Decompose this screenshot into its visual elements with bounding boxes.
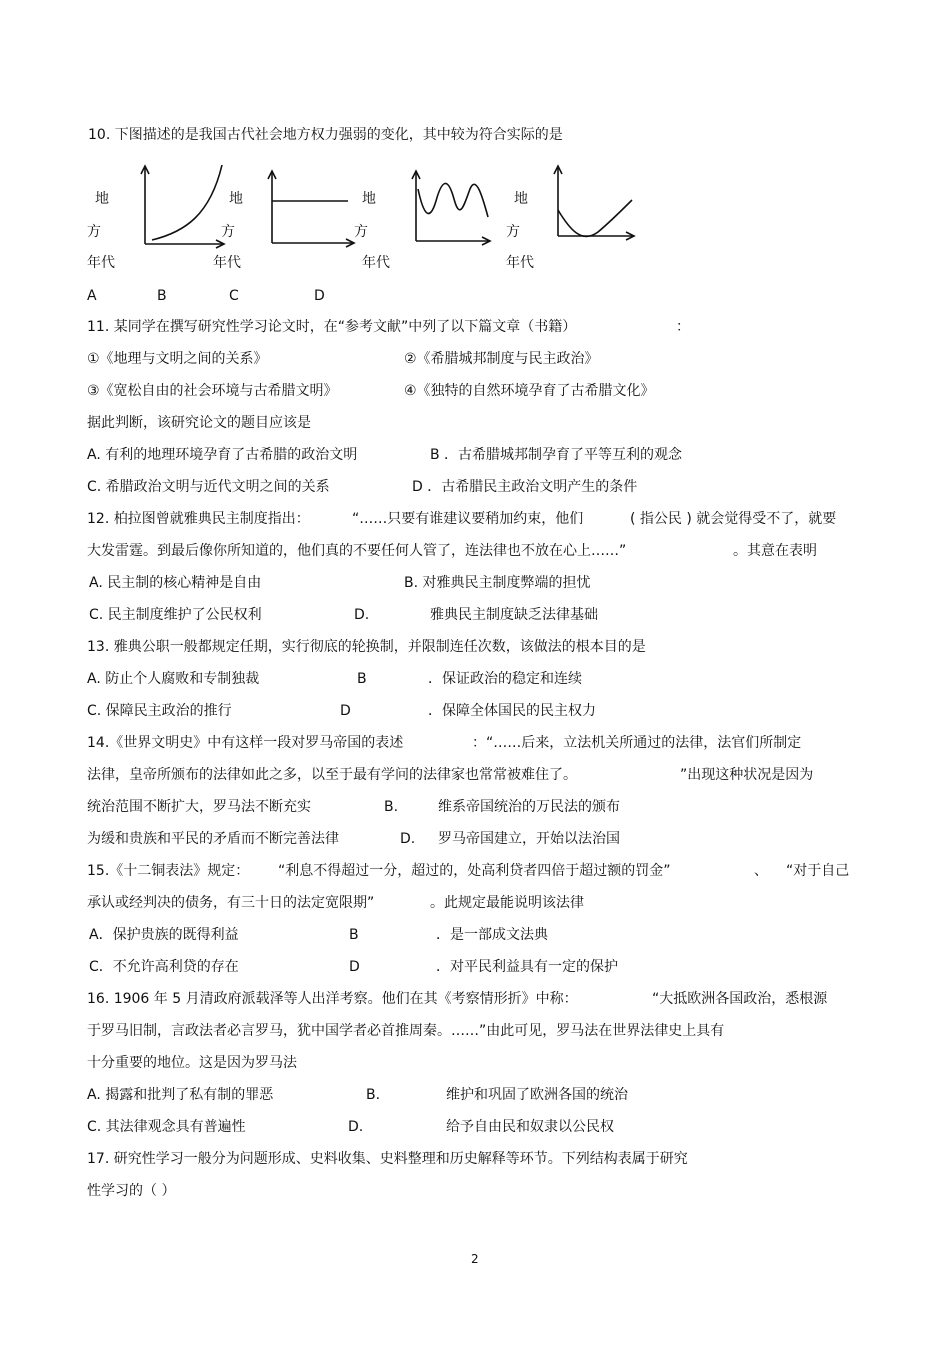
- graph-c-y-label-1: 地: [362, 191, 376, 207]
- q14-line2-a: 法律，皇帝所颁布的法律如此之多，以至于最有学问的法律家也常常被难住了。: [87, 767, 577, 783]
- q12-option-d: 雅典民主制度缺乏法律基础: [430, 607, 598, 623]
- q16-line2: 于罗马旧制，言政法者必言罗马，犹中国学者必首推周秦。……”由此可见，罗马法在世界法律史上具有: [87, 1023, 725, 1039]
- q13-option-b: ．保证政治的稳定和连续: [428, 671, 582, 687]
- q10-option-b: B: [157, 288, 167, 304]
- q11-option-d: D ．古希腊民主政治文明产生的条件: [412, 479, 638, 495]
- q11-ref-1: ①《地理与文明之间的关系》: [87, 351, 268, 367]
- graph-c-x-label: 年代: [362, 255, 390, 271]
- q16-option-d-letter: D.: [348, 1119, 364, 1135]
- q14-line1-b: ：“……后来，立法机关所通过的法律，法官们所制定: [472, 735, 802, 751]
- q12-line2-a: 大发雷霆。到最后像你所知道的，他们真的不要任何人管了，连法律也不放在心上……”: [87, 543, 627, 559]
- graph-a-x-label: 年代: [87, 255, 115, 271]
- q12-option-c: C. 民主制度维护了公民权利: [89, 607, 262, 623]
- q13-option-c: C. 保障民主政治的推行: [87, 703, 232, 719]
- q14-line3-b: B.: [384, 799, 399, 815]
- q12-line1-c: ( 指公民 ) 就会觉得受不了，就要: [630, 511, 837, 527]
- q15-line1-d: “对于自己: [786, 863, 850, 879]
- q12-line2-b: 。其意在表明: [733, 543, 817, 559]
- q13-option-b-letter: B: [357, 671, 367, 687]
- q11-ref-4: ④《独特的自然环境孕育了古希腊文化》: [404, 383, 655, 399]
- q11-stem: 11. 某同学在撰写研究性学习论文时，在“参考文献”中列了以下篇文章（书籍）: [87, 319, 577, 335]
- q14-line4-b: D.: [400, 831, 416, 847]
- q16-line3: 十分重要的地位。这是因为罗马法: [87, 1055, 297, 1071]
- q11-conclusion: 据此判断，该研究论文的题目应该是: [87, 415, 311, 431]
- q16-option-b-letter: B.: [366, 1087, 381, 1103]
- q16-line1-a: 16. 1906 年 5 月清政府派载泽等人出洋考察。他们在其《考察情形折》中称：: [87, 991, 578, 1007]
- q13-option-a: A. 防止个人腐败和专制独裁: [87, 671, 260, 687]
- q15-option-c: C．不允许高利贷的存在: [89, 959, 239, 975]
- q16-line1-b: “大抵欧洲各国政治，悉根源: [652, 991, 828, 1007]
- graph-c: [406, 165, 496, 250]
- q14-line4-a: 为缓和贵族和平民的矛盾而不断完善法律: [87, 831, 339, 847]
- q15-option-b-letter: B: [349, 927, 359, 943]
- q12-option-d-letter: D.: [354, 607, 370, 623]
- q15-option-d: ．对平民利益具有一定的保护: [436, 959, 618, 975]
- graph-b-y-label-1: 地: [229, 191, 243, 207]
- graph-b: [262, 165, 362, 250]
- q15-line1-a: 15.《十二铜表法》规定：: [87, 863, 250, 879]
- q15-option-b: ．是一部成文法典: [436, 927, 548, 943]
- q14-line3-c: 维系帝国统治的万民法的颁布: [438, 799, 620, 815]
- q15-line2-b: 。此规定最能说明该法律: [430, 895, 584, 911]
- graph-b-x-label: 年代: [213, 255, 241, 271]
- graph-a-y-label-2: 方: [87, 224, 101, 240]
- q14-line3-a: 统治范围不断扩大，罗马法不断充实: [87, 799, 311, 815]
- q15-option-d-letter: D: [349, 959, 360, 975]
- graph-b-y-label-2: 方: [221, 224, 235, 240]
- q10-option-d: D: [314, 288, 325, 304]
- q12-line1-b: “……只要有谁建议要稍加约束，他们: [352, 511, 584, 527]
- q13-option-d: ．保障全体国民的民主权力: [428, 703, 596, 719]
- q15-line1-c: 、: [754, 863, 768, 879]
- q15-line1-b: “利息不得超过一分，超过的，处高利贷者四倍于超过额的罚金”: [278, 863, 671, 879]
- q14-line1-a: 14.《世界文明史》中有这样一段对罗马帝国的表述: [87, 735, 404, 751]
- q10-option-c: C: [229, 288, 239, 304]
- graph-a-y-label-1: 地: [95, 191, 109, 207]
- graph-a-curve: [152, 165, 222, 240]
- graph-c-y-label-2: 方: [354, 224, 368, 240]
- q14-line2-b: ”出现这种状况是因为: [680, 767, 814, 783]
- graph-d-y-label-1: 地: [514, 191, 528, 207]
- q12-line1-a: 12. 柏拉图曾就雅典民主制度指出：: [87, 511, 310, 527]
- q16-option-b: 维护和巩固了欧洲各国的统治: [446, 1087, 628, 1103]
- q11-option-c: C. 希腊政治文明与近代文明之间的关系: [87, 479, 330, 495]
- q17-line1: 17. 研究性学习一般分为问题形成、史料收集、史料整理和历史解释等环节。下列结构表属于研究: [87, 1151, 688, 1167]
- q13-option-d-letter: D: [340, 703, 351, 719]
- q11-ref-2: ②《希腊城邦制度与民主政治》: [404, 351, 599, 367]
- q17-line2: 性学习的（ ）: [87, 1183, 176, 1199]
- q14-line4-c: 罗马帝国建立，开始以法治国: [438, 831, 620, 847]
- q15-line2-a: 承认或经判决的债务，有三十日的法定宽限期”: [87, 895, 375, 911]
- q15-option-a: A．保护贵族的既得利益: [89, 927, 239, 943]
- q11-stem-end: ：: [676, 319, 690, 335]
- q13-stem: 13. 雅典公职一般都规定任期，实行彻底的轮换制，并限制连任次数，该做法的根本目的是: [87, 639, 646, 655]
- q16-option-d: 给予自由民和奴隶以公民权: [446, 1119, 614, 1135]
- graph-a: [130, 160, 230, 250]
- q11-option-b: B ．古希腊城邦制孕育了平等互利的观念: [430, 447, 683, 463]
- q11-option-a: A. 有利的地理环境孕育了古希腊的政治文明: [87, 447, 358, 463]
- q10-option-a: A: [87, 288, 97, 304]
- graph-d-x-label: 年代: [506, 255, 534, 271]
- q16-option-c: C. 其法律观念具有普遍性: [87, 1119, 246, 1135]
- graph-d-curve: [558, 200, 632, 236]
- graph-d: [548, 160, 638, 245]
- q11-ref-3: ③《宽松自由的社会环境与古希腊文明》: [87, 383, 338, 399]
- q16-option-a: A. 揭露和批判了私有制的罪恶: [87, 1087, 274, 1103]
- graph-c-curve: [418, 183, 488, 217]
- page-number: 2: [471, 1252, 479, 1266]
- q10-stem: 10. 下图描述的是我国古代社会地方权力强弱的变化，其中较为符合实际的是: [88, 127, 563, 143]
- graph-d-y-label-2: 方: [506, 224, 520, 240]
- q12-option-b: B. 对雅典民主制度弊端的担忧: [404, 575, 591, 591]
- q12-option-a: A. 民主制的核心精神是自由: [89, 575, 262, 591]
